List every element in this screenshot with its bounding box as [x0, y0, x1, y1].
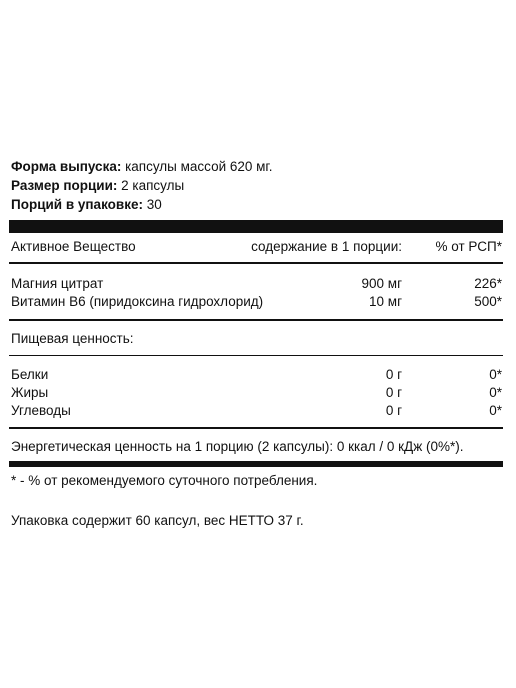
row-name: Жиры — [11, 385, 49, 400]
table-row — [11, 384, 502, 402]
table-row — [11, 402, 502, 420]
row-amount: 0 г — [385, 367, 402, 382]
row-percent: 226* — [474, 276, 502, 291]
row-name: Белки — [11, 367, 49, 382]
header-substance: Активное Вещество — [11, 239, 136, 254]
nutrition-title-divider — [9, 355, 503, 356]
row-amount: 0 г — [385, 403, 402, 418]
release-form-value: капсулы массой 620 мг. — [121, 159, 273, 174]
row-name: Магния цитрат — [11, 276, 104, 291]
portion-size-line — [11, 177, 184, 195]
servings-per-pack-label: Порций в упаковке: — [11, 197, 143, 212]
active-section-divider — [9, 319, 503, 321]
nutrition-title: Пищевая ценность: — [11, 331, 134, 346]
row-amount: 10 мг — [369, 294, 402, 309]
header-divider — [9, 262, 503, 264]
header-amount: содержание в 1 порции: — [251, 239, 402, 254]
table-row — [11, 275, 502, 293]
portion-size-label: Размер порции: — [11, 178, 118, 193]
footnote: * - % от рекомендуемого суточного потребления. — [11, 473, 318, 488]
table-row — [11, 293, 502, 311]
row-amount: 900 мг — [361, 276, 402, 291]
row-percent: 0* — [489, 403, 502, 418]
table-row — [11, 366, 502, 384]
row-percent: 0* — [489, 367, 502, 382]
row-percent: 0* — [489, 385, 502, 400]
header-percent: % от РСП* — [435, 239, 502, 254]
servings-per-pack-line — [11, 196, 162, 214]
nutrition-divider — [9, 427, 503, 429]
portion-size-value: 2 капсулы — [117, 178, 185, 193]
release-form-label: Форма выпуска: — [11, 159, 122, 174]
energy-value: Энергетическая ценность на 1 порцию (2 капсулы): 0 ккал / 0 кДж (0%*). — [11, 439, 464, 454]
row-amount: 0 г — [385, 385, 402, 400]
table-bottom-bar — [9, 461, 503, 467]
release-form-line — [11, 158, 272, 176]
row-percent: 500* — [474, 294, 502, 309]
table-header-row — [11, 238, 502, 256]
package-info: Упаковка содержит 60 капсул, вес НЕТТО 37 г. — [11, 513, 304, 528]
row-name: Витамин B6 (пиридоксина гидрохлорид) — [11, 294, 264, 309]
row-name: Углеводы — [11, 403, 71, 418]
servings-per-pack-value: 30 — [142, 197, 162, 212]
table-top-bar — [9, 220, 503, 233]
